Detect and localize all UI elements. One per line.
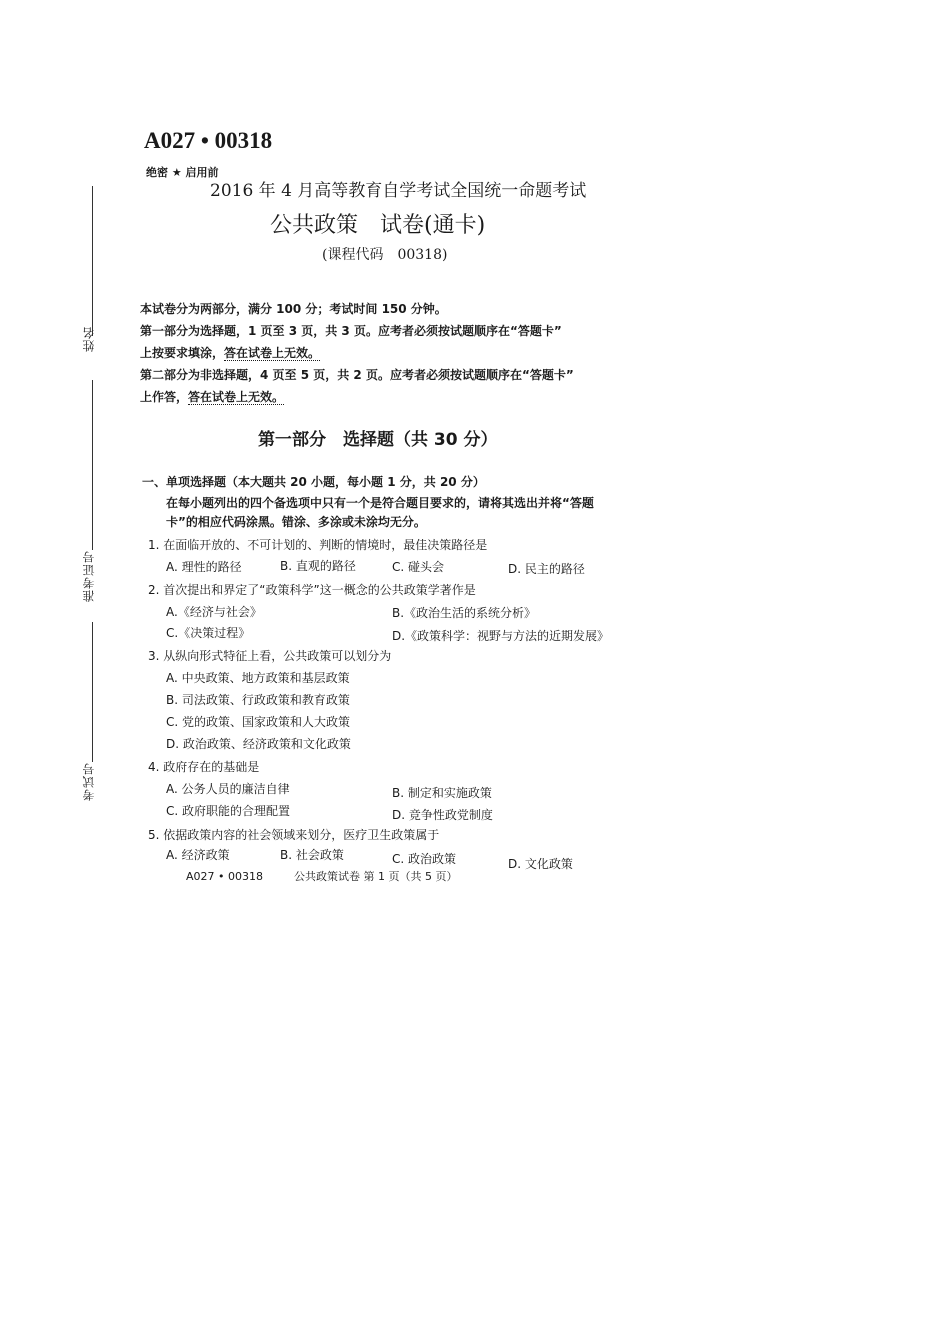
page-footer [186, 868, 457, 884]
footer-code: A027 • 00318 [186, 870, 263, 883]
note-line [140, 386, 574, 408]
option-c: C. 政治政策 [392, 852, 457, 866]
option-a: A. 理性的路径 [166, 560, 242, 574]
option-b: B. 直观的路径 [280, 559, 356, 573]
note-line: 本试卷分为两部分，满分 100 分；考试时间 150 分钟。 [140, 302, 447, 316]
option-a: A. 公务人员的廉洁自律 [166, 782, 290, 796]
option-d: D.《政策科学：视野与方法的近期发展》 [392, 629, 610, 643]
binding-line-middle [92, 380, 93, 550]
binding-line-lower [92, 622, 93, 762]
section-title: 第一部分 选择题（共 30 分） [258, 430, 498, 450]
option-b: B. 司法政策、行政政策和教育政策 [166, 693, 350, 707]
note-text: 上作答， [140, 390, 189, 404]
instruction-line: 卡”的相应代码涂黑。错涂、多涂或未涂均无分。 [166, 515, 426, 529]
note-emphasis: 答在试卷上无效。 [224, 346, 321, 360]
option-c: C. 碰头会 [392, 560, 445, 574]
paper-title: 公共政策 试卷(通卡) [270, 213, 486, 238]
question-stem: 4. 政府存在的基础是 [148, 760, 260, 774]
admission-number-label: 准考证号 [82, 550, 96, 602]
paper-code: A027 • 00318 [144, 128, 273, 153]
confidential-mark: 绝密 ★ 启用前 [146, 166, 219, 179]
option-c: C.《决策过程》 [166, 626, 251, 640]
part-heading: 一、单项选择题（本大题共 20 小题，每小题 1 分，共 20 分） [142, 475, 485, 489]
binding-line-top [92, 186, 93, 336]
question-stem: 1. 在面临开放的、不可计划的、判断的情境时，最佳决策路径是 [148, 538, 488, 552]
seat-number-label: 考试号 [82, 762, 96, 801]
name-label: 姓名 [82, 326, 96, 352]
note-line [140, 342, 574, 364]
option-d: D. 竞争性政党制度 [392, 808, 493, 822]
note-emphasis: 答在试卷上无效。 [188, 390, 285, 404]
option-b: B.《政治生活的系统分析》 [392, 606, 537, 620]
option-c: C. 党的政策、国家政策和人大政策 [166, 715, 351, 729]
option-b: B. 社会政策 [280, 848, 344, 862]
option-d: D. 民主的路径 [508, 562, 585, 576]
note-text: 上按要求填涂， [140, 346, 225, 360]
option-b: B. 制定和实施政策 [392, 786, 492, 800]
question-stem: 5. 依据政策内容的社会领域来划分，医疗卫生政策属于 [148, 828, 440, 842]
note-line: 第一部分为选择题，1 页至 3 页，共 3 页。应考者必须按试题顺序在“答题卡” [140, 324, 562, 338]
course-code: (课程代码 00318) [322, 247, 448, 263]
exam-notes [140, 298, 574, 408]
question-stem: 3. 从纵向形式特征上看，公共政策可以划分为 [148, 649, 392, 663]
option-a: A. 中央政策、地方政策和基层政策 [166, 671, 350, 685]
exam-name: 2016 年 4 月高等教育自学考试全国统一命题考试 [210, 181, 587, 201]
footer-page-number: 公共政策试卷 第 1 页（共 5 页） [294, 870, 458, 883]
question-stem: 2. 首次提出和界定了“政策科学”这一概念的公共政策学著作是 [148, 583, 476, 597]
option-a: A. 经济政策 [166, 848, 230, 862]
option-d: D. 政治政策、经济政策和文化政策 [166, 737, 351, 751]
option-d: D. 文化政策 [508, 857, 573, 871]
option-c: C. 政府职能的合理配置 [166, 804, 291, 818]
instruction-line: 在每小题列出的四个备选项中只有一个是符合题目要求的，请将其选出并将“答题 [166, 496, 594, 510]
option-a: A.《经济与社会》 [166, 605, 262, 619]
note-line: 第二部分为非选择题，4 页至 5 页，共 2 页。应考者必须按试题顺序在“答题卡” [140, 368, 574, 382]
